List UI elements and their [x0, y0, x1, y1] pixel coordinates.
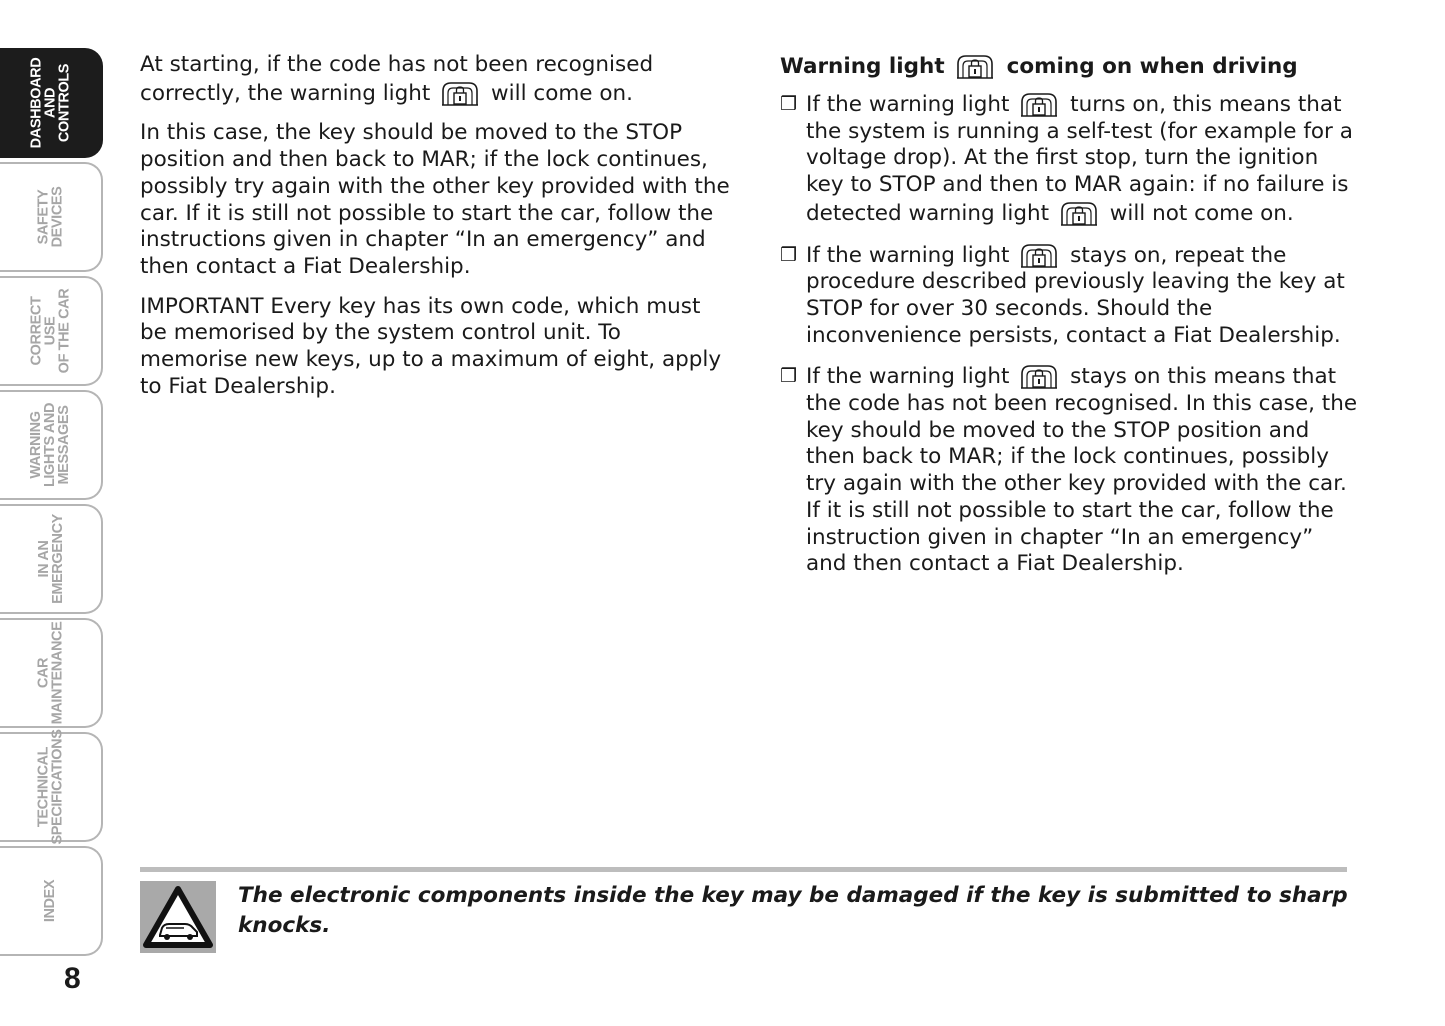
tab-dashboard-and-controls[interactable] [0, 48, 103, 158]
section-heading [780, 52, 1360, 82]
checkbox-bullet-icon: ❒ [780, 93, 798, 115]
immobilizer-warning-icon [1019, 241, 1059, 269]
tab-correct-use-of-the-car[interactable] [0, 276, 103, 386]
tab-label: SAFETY DEVICES [35, 186, 66, 248]
list-item-text: will not come on. [1109, 200, 1294, 226]
immobilizer-warning-icon [1019, 362, 1059, 390]
tab-label: CAR MAINTENANCE [35, 621, 66, 725]
tab-in-an-emergency[interactable] [0, 504, 103, 614]
immobilizer-warning-icon [955, 52, 995, 80]
tab-label: INDEX [42, 879, 59, 923]
list-item-text: stays on this means that the code has not been recognised. In this case, the key should be moved to the STOP position and then back to MAR; if the lock continues, possibly try again with the other key provided with the car. If it is still not possible to start the car, follow the instruction given in chapter “In an emergency” and then contact a Fiat Dealership. [806, 364, 1358, 577]
right-column [780, 52, 1360, 591]
list-item [780, 90, 1360, 228]
left-column [140, 52, 730, 413]
list-item-text: If the warning light [806, 92, 1010, 117]
tab-warning-lights-and-messages[interactable] [0, 390, 103, 500]
tab-label: DASHBOARD AND CONTROLS [28, 57, 73, 149]
warning-note: The electronic components inside the key may be damaged if the key is submitted to sharp knocks. [238, 883, 1348, 938]
paragraph-text: will come on. [491, 80, 633, 106]
paragraph-move-key: In this case, the key should be moved to the STOP position and then back to MAR; if the lock continues, possibly try again with the other key provided with the car. If it is still not possible to start the car, follow the instructions given in chapter “In an emergency” and then contact a Fiat Dealership. [140, 120, 730, 279]
tab-index[interactable] [0, 846, 103, 956]
tab-car-maintenance[interactable] [0, 618, 103, 728]
tab-label: IN AN EMERGENCY [35, 514, 66, 604]
tab-label: WARNING LIGHTS AND MESSAGES [28, 402, 73, 488]
list-item [780, 241, 1360, 350]
warning-divider [140, 867, 1347, 872]
paragraph-important: IMPORTANT Every key has its own code, which must be memorised by the system control unit. To memorise new keys, up to a maximum of eight, apply to Fiat Dealership. [140, 293, 722, 399]
heading-text: coming on when driving [1006, 54, 1298, 79]
paragraph-code-not-recognised [140, 52, 730, 107]
immobilizer-warning-icon [1019, 90, 1059, 118]
tab-label: CORRECT USE OF THE CAR [28, 288, 73, 374]
checkbox-bullet-icon: ❒ [780, 243, 798, 266]
checkbox-bullet-icon: ❒ [780, 365, 798, 388]
warning-triangle-car-icon [140, 881, 216, 953]
list-item-text: If the warning light [806, 242, 1010, 268]
tab-safety-devices[interactable] [0, 162, 103, 272]
list-item-text: turns on, this means that the system is running a self-test (for example for a voltage drop). At the first stop, turn the ignition key to STOP and then to MAR again: if no failure is detected warning light [806, 92, 1353, 226]
immobilizer-warning-icon [440, 79, 480, 107]
heading-text: Warning light [780, 54, 945, 79]
tab-technical-specifications[interactable] [0, 729, 103, 845]
page-number: 8 [64, 962, 81, 995]
tab-label: TECHNICAL SPECIFICATIONS [35, 729, 66, 845]
list-item [780, 362, 1360, 578]
list-item-text: stays on, repeat the procedure described previously leaving the key at STOP for over 30 seconds. Should the inconvenience persists, contact a Fiat Dealership. [806, 242, 1345, 348]
list-item-text: If the warning light [806, 364, 1010, 390]
immobilizer-warning-icon [1059, 199, 1099, 227]
paragraph-text: At starting, if the code has not been recognised correctly, the warning light [140, 52, 654, 106]
